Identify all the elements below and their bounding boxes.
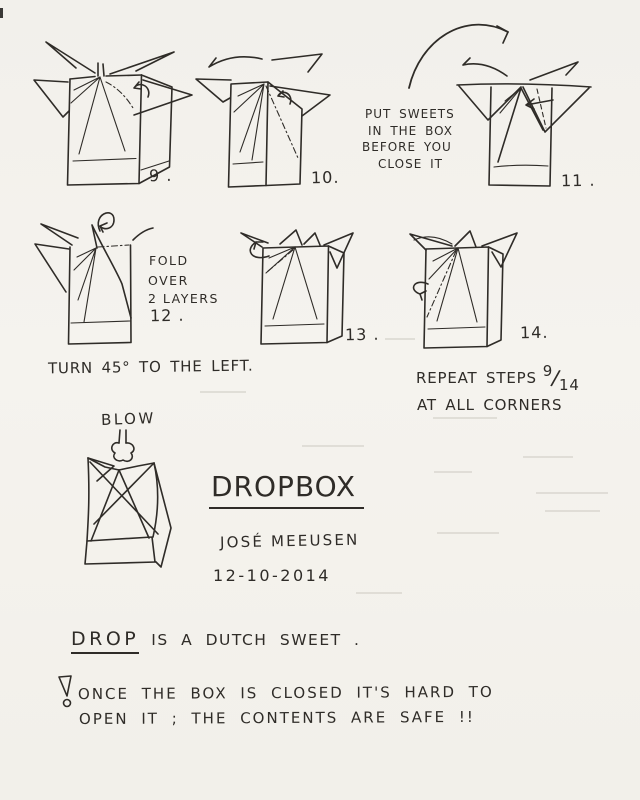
creation-date: 12-10-2014 bbox=[213, 566, 331, 585]
note-line: PUT SWEETS bbox=[365, 107, 455, 121]
warning-line1: ONCE THE BOX IS CLOSED IT'S HARD TO bbox=[77, 682, 494, 704]
step-10-label: 10. bbox=[310, 167, 340, 188]
step-9-label: 9 . bbox=[148, 165, 173, 186]
finished-box-drawing bbox=[85, 430, 171, 567]
turn-caption: TURN 45° TO THE LEFT. bbox=[47, 356, 254, 378]
fraction-numerator: 9 bbox=[542, 362, 554, 380]
note-line: IN THE BOX bbox=[368, 124, 453, 138]
step-9-box-drawing bbox=[34, 42, 192, 185]
drop-definition bbox=[71, 628, 360, 650]
note-line: BEFORE YOU bbox=[362, 140, 452, 154]
repeat-text: REPEAT STEPS bbox=[416, 369, 537, 387]
scan-edge-mark bbox=[0, 8, 3, 18]
step-14-label: 14. bbox=[519, 322, 549, 343]
step-12-label: 12 . bbox=[149, 305, 185, 326]
drop-rest: IS A DUTCH SWEET . bbox=[151, 631, 361, 649]
exclamation-icon bbox=[59, 676, 71, 707]
repeat-caption-line2: AT ALL CORNERS bbox=[417, 396, 563, 414]
step-13-label: 13 . bbox=[344, 324, 380, 345]
repeat-caption bbox=[416, 362, 580, 394]
note-line: CLOSE IT bbox=[378, 157, 443, 171]
author-name: JOSÉ MEEUSEN bbox=[219, 530, 360, 552]
step-14-box-drawing bbox=[410, 231, 517, 348]
step-12-box-drawing bbox=[35, 213, 153, 344]
fraction-denominator: 14 bbox=[559, 376, 580, 394]
step-10-box-drawing bbox=[196, 54, 330, 187]
blow-caption: BLOW bbox=[100, 409, 157, 429]
fraction-slash: / bbox=[549, 365, 563, 391]
step-13-box-drawing bbox=[241, 230, 353, 344]
page-title: DROPBOX bbox=[209, 472, 364, 509]
warning-line2: OPEN IT ; THE CONTENTS ARE SAFE !! bbox=[78, 707, 475, 729]
note-line: 2 LAYERS bbox=[148, 291, 219, 306]
drop-word: DROP bbox=[71, 628, 139, 654]
step-11-label: 11 . bbox=[560, 170, 596, 191]
steps-fraction bbox=[543, 362, 580, 394]
note-line: OVER bbox=[148, 273, 189, 288]
note-line: FOLD bbox=[149, 253, 189, 268]
